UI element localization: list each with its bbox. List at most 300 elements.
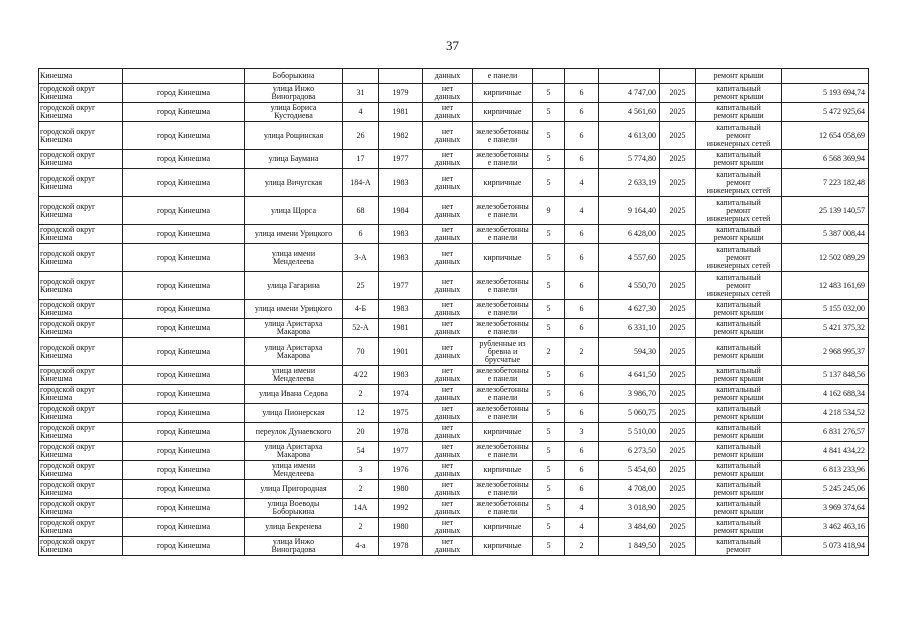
table-row <box>39 442 869 461</box>
cell-city: город Кинешма <box>123 103 245 122</box>
cell-city: город Кинешма <box>123 423 245 442</box>
cell-cost: 5 421 375,32 <box>782 319 869 338</box>
cell-city: город Кинешма <box>123 197 245 225</box>
cell-entrances: 6 <box>565 225 599 244</box>
cell-street: улица Инжо Виноградова <box>245 537 343 556</box>
cell-year: 1982 <box>379 122 423 150</box>
cell-work-type: капитальный ремонт крыши <box>696 319 782 338</box>
cell-floors: 5 <box>533 461 565 480</box>
cell-cost: 5 155 032,00 <box>782 300 869 319</box>
cell-area: 4 561,60 <box>599 103 660 122</box>
cell-entrances: 6 <box>565 122 599 150</box>
cell-plan-year: 2025 <box>660 225 696 244</box>
cell-serial: нет данных <box>423 272 473 300</box>
cell-cost: 25 139 140,57 <box>782 197 869 225</box>
cell-okrug: городской округ Кинешма <box>39 461 123 480</box>
cell-okrug: городской округ Кинешма <box>39 404 123 423</box>
table-row <box>39 225 869 244</box>
cell-street: улица Аристарха Макарова <box>245 338 343 366</box>
cell-house: 20 <box>343 423 379 442</box>
cell-floors: 5 <box>533 244 565 272</box>
cell-wall-material: кирпичные <box>473 169 533 197</box>
cell-cost: 4 841 434,22 <box>782 442 869 461</box>
table-row <box>39 69 869 84</box>
table-body <box>39 69 869 556</box>
cell-street: улица Пионерская <box>245 404 343 423</box>
cell-area: 6 331,10 <box>599 319 660 338</box>
cell-area: 9 164,40 <box>599 197 660 225</box>
table-row <box>39 480 869 499</box>
cell-plan-year: 2025 <box>660 338 696 366</box>
cell-work-type: капитальный ремонт крыши <box>696 385 782 404</box>
cell-year: 1980 <box>379 518 423 537</box>
cell-entrances <box>565 69 599 84</box>
cell-entrances: 6 <box>565 272 599 300</box>
cell-serial: нет данных <box>423 537 473 556</box>
cell-cost: 3 462 463,16 <box>782 518 869 537</box>
cell-wall-material: железобетонны е панели <box>473 499 533 518</box>
cell-street: улица Бекренева <box>245 518 343 537</box>
cell-serial: нет данных <box>423 150 473 169</box>
cell-house: 4 <box>343 103 379 122</box>
cell-year: 1992 <box>379 499 423 518</box>
cell-floors: 5 <box>533 150 565 169</box>
cell-area: 6 428,00 <box>599 225 660 244</box>
cell-area: 4 613,00 <box>599 122 660 150</box>
cell-entrances: 2 <box>565 338 599 366</box>
cell-year: 1978 <box>379 423 423 442</box>
cell-street: улица Бориса Кустодиева <box>245 103 343 122</box>
table-row <box>39 319 869 338</box>
cell-city: город Кинешма <box>123 319 245 338</box>
cell-serial: нет данных <box>423 319 473 338</box>
cell-work-type: капитальный ремонт инженерных сетей <box>696 197 782 225</box>
cell-okrug: городской округ Кинешма <box>39 319 123 338</box>
cell-wall-material: железобетонны е панели <box>473 319 533 338</box>
cell-plan-year: 2025 <box>660 385 696 404</box>
cell-entrances: 6 <box>565 103 599 122</box>
cell-city: город Кинешма <box>123 122 245 150</box>
cell-cost: 5 245 245,06 <box>782 480 869 499</box>
cell-city: город Кинешма <box>123 169 245 197</box>
cell-area: 5 774,80 <box>599 150 660 169</box>
cell-okrug: городской округ Кинешма <box>39 518 123 537</box>
cell-plan-year: 2025 <box>660 122 696 150</box>
cell-okrug: городской округ Кинешма <box>39 385 123 404</box>
cell-entrances: 6 <box>565 404 599 423</box>
table-row <box>39 338 869 366</box>
cell-street: улица имени Урицкого <box>245 300 343 319</box>
table-row <box>39 103 869 122</box>
cell-wall-material: кирпичные <box>473 244 533 272</box>
cell-house: 54 <box>343 442 379 461</box>
cell-year: 1983 <box>379 300 423 319</box>
cell-serial: нет данных <box>423 442 473 461</box>
table-row <box>39 122 869 150</box>
cell-serial: нет данных <box>423 84 473 103</box>
cell-work-type: капитальный ремонт крыши <box>696 518 782 537</box>
cell-city: город Кинешма <box>123 518 245 537</box>
cell-work-type: капитальный ремонт крыши <box>696 442 782 461</box>
cell-year: 1981 <box>379 319 423 338</box>
cell-area: 4 550,70 <box>599 272 660 300</box>
cell-year: 1981 <box>379 103 423 122</box>
cell-floors: 5 <box>533 518 565 537</box>
cell-street: улица Рощинская <box>245 122 343 150</box>
cell-area: 6 273,50 <box>599 442 660 461</box>
cell-city: город Кинешма <box>123 84 245 103</box>
cell-floors: 5 <box>533 404 565 423</box>
cell-street: улица Инжо Виноградова <box>245 84 343 103</box>
cell-serial: нет данных <box>423 423 473 442</box>
cell-okrug: городской округ Кинешма <box>39 122 123 150</box>
cell-entrances: 6 <box>565 244 599 272</box>
cell-floors: 5 <box>533 423 565 442</box>
table-row <box>39 366 869 385</box>
cell-house: 31 <box>343 84 379 103</box>
cell-cost: 12 502 089,29 <box>782 244 869 272</box>
cell-entrances: 6 <box>565 366 599 385</box>
table-row <box>39 197 869 225</box>
cell-entrances: 2 <box>565 537 599 556</box>
cell-floors: 5 <box>533 537 565 556</box>
cell-house <box>343 69 379 84</box>
table-row <box>39 423 869 442</box>
cell-street: Боборыкина <box>245 69 343 84</box>
cell-house: 68 <box>343 197 379 225</box>
cell-wall-material: железобетонны е панели <box>473 197 533 225</box>
cell-floors: 5 <box>533 499 565 518</box>
cell-serial: нет данных <box>423 461 473 480</box>
cell-year: 1983 <box>379 169 423 197</box>
table-row <box>39 518 869 537</box>
cell-okrug: городской округ Кинешма <box>39 442 123 461</box>
cell-floors: 2 <box>533 338 565 366</box>
cell-plan-year: 2025 <box>660 537 696 556</box>
cell-year: 1901 <box>379 338 423 366</box>
cell-work-type: капитальный ремонт крыши <box>696 225 782 244</box>
cell-wall-material: железобетонны е панели <box>473 404 533 423</box>
cell-city: город Кинешма <box>123 442 245 461</box>
cell-serial: нет данных <box>423 480 473 499</box>
cell-cost: 7 223 182,48 <box>782 169 869 197</box>
cell-work-type: капитальный ремонт крыши <box>696 84 782 103</box>
table-row <box>39 169 869 197</box>
cell-house: 2 <box>343 518 379 537</box>
cell-city: город Кинешма <box>123 366 245 385</box>
cell-work-type: капитальный ремонт крыши <box>696 338 782 366</box>
cell-year: 1983 <box>379 244 423 272</box>
cell-city: город Кинешма <box>123 338 245 366</box>
cell-city: город Кинешма <box>123 461 245 480</box>
cell-house: 4-а <box>343 537 379 556</box>
cell-city: город Кинешма <box>123 385 245 404</box>
cell-street: улица Аристарха Макарова <box>245 319 343 338</box>
cell-entrances: 6 <box>565 480 599 499</box>
cell-plan-year: 2025 <box>660 423 696 442</box>
cell-year: 1976 <box>379 461 423 480</box>
cell-year: 1978 <box>379 537 423 556</box>
cell-area: 4 747,00 <box>599 84 660 103</box>
cell-work-type: капитальный ремонт крыши <box>696 480 782 499</box>
cell-serial: нет данных <box>423 300 473 319</box>
cell-plan-year: 2025 <box>660 84 696 103</box>
cell-floors: 5 <box>533 319 565 338</box>
cell-work-type: капитальный ремонт инженерных сетей <box>696 244 782 272</box>
cell-area: 594,30 <box>599 338 660 366</box>
cell-cost: 5 193 694,74 <box>782 84 869 103</box>
table-row <box>39 404 869 423</box>
cell-street: переулок Дунаевского <box>245 423 343 442</box>
cell-floors <box>533 69 565 84</box>
cell-cost: 12 483 161,69 <box>782 272 869 300</box>
cell-plan-year: 2025 <box>660 197 696 225</box>
cell-okrug: городской округ Кинешма <box>39 84 123 103</box>
cell-okrug: городской округ Кинешма <box>39 103 123 122</box>
cell-year: 1983 <box>379 225 423 244</box>
cell-serial: нет данных <box>423 244 473 272</box>
cell-cost: 5 073 418,94 <box>782 537 869 556</box>
cell-house: 4-Б <box>343 300 379 319</box>
cell-city: город Кинешма <box>123 480 245 499</box>
cell-work-type: ремонт крыши <box>696 69 782 84</box>
cell-okrug: городской округ Кинешма <box>39 272 123 300</box>
cell-area: 4 627,30 <box>599 300 660 319</box>
cell-year: 1977 <box>379 272 423 300</box>
cell-okrug: городской округ Кинешма <box>39 169 123 197</box>
cell-area: 5 510,00 <box>599 423 660 442</box>
cell-okrug: городской округ Кинешма <box>39 197 123 225</box>
cell-entrances: 4 <box>565 518 599 537</box>
cell-city <box>123 69 245 84</box>
cell-wall-material: железобетонны е панели <box>473 300 533 319</box>
cell-wall-material: железобетонны е панели <box>473 366 533 385</box>
table-row <box>39 150 869 169</box>
cell-floors: 5 <box>533 169 565 197</box>
cell-serial: нет данных <box>423 499 473 518</box>
cell-serial: нет данных <box>423 122 473 150</box>
cell-wall-material: кирпичные <box>473 537 533 556</box>
cell-year: 1983 <box>379 366 423 385</box>
cell-entrances: 4 <box>565 197 599 225</box>
cell-serial: нет данных <box>423 197 473 225</box>
cell-okrug: городской округ Кинешма <box>39 338 123 366</box>
cell-plan-year: 2025 <box>660 442 696 461</box>
cell-house: 6 <box>343 225 379 244</box>
cell-work-type: капитальный ремонт инженерных сетей <box>696 272 782 300</box>
cell-entrances: 6 <box>565 461 599 480</box>
cell-entrances: 6 <box>565 319 599 338</box>
cell-plan-year: 2025 <box>660 404 696 423</box>
cell-area <box>599 69 660 84</box>
cell-plan-year: 2025 <box>660 461 696 480</box>
cell-area: 1 849,50 <box>599 537 660 556</box>
cell-year: 1975 <box>379 404 423 423</box>
cell-year <box>379 69 423 84</box>
cell-street: улица имени Урицкого <box>245 225 343 244</box>
cell-okrug: городской округ Кинешма <box>39 366 123 385</box>
cell-year: 1984 <box>379 197 423 225</box>
cell-cost <box>782 69 869 84</box>
cell-street: улица Воеводы Боборыкина <box>245 499 343 518</box>
cell-area: 5 454,60 <box>599 461 660 480</box>
cell-okrug: Кинешма <box>39 69 123 84</box>
cell-house: 184-А <box>343 169 379 197</box>
cell-plan-year: 2025 <box>660 319 696 338</box>
cell-plan-year: 2025 <box>660 169 696 197</box>
cell-work-type: капитальный ремонт крыши <box>696 366 782 385</box>
cell-entrances: 6 <box>565 150 599 169</box>
cell-wall-material: кирпичные <box>473 423 533 442</box>
cell-okrug: городской округ Кинешма <box>39 423 123 442</box>
cell-house: 2 <box>343 480 379 499</box>
cell-entrances: 6 <box>565 300 599 319</box>
cell-year: 1977 <box>379 150 423 169</box>
table-row <box>39 84 869 103</box>
cell-cost: 12 654 058,69 <box>782 122 869 150</box>
cell-wall-material: е панели <box>473 69 533 84</box>
cell-plan-year: 2025 <box>660 300 696 319</box>
cell-year: 1974 <box>379 385 423 404</box>
cell-house: 70 <box>343 338 379 366</box>
cell-work-type: капитальный ремонт крыши <box>696 423 782 442</box>
cell-floors: 9 <box>533 197 565 225</box>
cell-plan-year: 2025 <box>660 366 696 385</box>
cell-serial: нет данных <box>423 385 473 404</box>
cell-floors: 5 <box>533 442 565 461</box>
cell-cost: 6 813 233,96 <box>782 461 869 480</box>
cell-entrances: 6 <box>565 84 599 103</box>
cell-wall-material: железобетонны е панели <box>473 385 533 404</box>
cell-floors: 5 <box>533 480 565 499</box>
cell-wall-material: кирпичные <box>473 84 533 103</box>
cell-street: улица Вичугская <box>245 169 343 197</box>
cell-plan-year: 2025 <box>660 103 696 122</box>
table-row <box>39 385 869 404</box>
cell-floors: 5 <box>533 84 565 103</box>
cell-plan-year: 2025 <box>660 518 696 537</box>
cell-cost: 5 387 008,44 <box>782 225 869 244</box>
cell-serial: нет данных <box>423 169 473 197</box>
table-row <box>39 300 869 319</box>
cell-plan-year: 2025 <box>660 150 696 169</box>
cell-work-type: капитальный ремонт крыши <box>696 300 782 319</box>
cell-area: 3 986,70 <box>599 385 660 404</box>
cell-serial: нет данных <box>423 338 473 366</box>
repair-program-table <box>38 68 869 556</box>
page-number: 37 <box>446 38 459 53</box>
cell-cost: 5 137 848,56 <box>782 366 869 385</box>
cell-street: улица Пригородная <box>245 480 343 499</box>
cell-floors: 5 <box>533 366 565 385</box>
cell-street: улица имени Менделеева <box>245 461 343 480</box>
cell-house: 52-А <box>343 319 379 338</box>
cell-street: улица Аристарха Макарова <box>245 442 343 461</box>
cell-plan-year: 2025 <box>660 244 696 272</box>
cell-wall-material: железобетонны е панели <box>473 480 533 499</box>
cell-serial: нет данных <box>423 404 473 423</box>
cell-house: 3-А <box>343 244 379 272</box>
cell-house: 17 <box>343 150 379 169</box>
cell-wall-material: рубленные из бревна и брусчатые <box>473 338 533 366</box>
cell-street: улица имени Менделеева <box>245 244 343 272</box>
cell-work-type: капитальный ремонт крыши <box>696 150 782 169</box>
cell-wall-material: железобетонны е панели <box>473 122 533 150</box>
cell-okrug: городской округ Кинешма <box>39 225 123 244</box>
cell-area: 3 018,90 <box>599 499 660 518</box>
cell-street: улица Гагарина <box>245 272 343 300</box>
cell-city: город Кинешма <box>123 272 245 300</box>
cell-work-type: капитальный ремонт крыши <box>696 499 782 518</box>
cell-street: улица Ивана Седова <box>245 385 343 404</box>
cell-work-type: капитальный ремонт инженерных сетей <box>696 122 782 150</box>
table-row <box>39 537 869 556</box>
cell-entrances: 4 <box>565 169 599 197</box>
cell-serial: нет данных <box>423 366 473 385</box>
cell-plan-year: 2025 <box>660 499 696 518</box>
cell-house: 26 <box>343 122 379 150</box>
cell-city: город Кинешма <box>123 244 245 272</box>
cell-okrug: городской округ Кинешма <box>39 480 123 499</box>
cell-city: город Кинешма <box>123 404 245 423</box>
cell-city: город Кинешма <box>123 225 245 244</box>
table-row <box>39 244 869 272</box>
cell-area: 3 484,60 <box>599 518 660 537</box>
cell-wall-material: железобетонны е панели <box>473 272 533 300</box>
cell-okrug: городской округ Кинешма <box>39 300 123 319</box>
cell-city: город Кинешма <box>123 537 245 556</box>
cell-area: 4 557,60 <box>599 244 660 272</box>
cell-okrug: городской округ Кинешма <box>39 150 123 169</box>
cell-okrug: городской округ Кинешма <box>39 244 123 272</box>
cell-serial: нет данных <box>423 225 473 244</box>
cell-house: 12 <box>343 404 379 423</box>
cell-year: 1977 <box>379 442 423 461</box>
cell-plan-year <box>660 69 696 84</box>
cell-house: 3 <box>343 461 379 480</box>
cell-floors: 5 <box>533 272 565 300</box>
table-row <box>39 461 869 480</box>
cell-wall-material: железобетонны е панели <box>473 442 533 461</box>
cell-work-type: капитальный ремонт <box>696 537 782 556</box>
cell-area: 2 633,19 <box>599 169 660 197</box>
cell-cost: 4 218 534,52 <box>782 404 869 423</box>
cell-year: 1979 <box>379 84 423 103</box>
cell-wall-material: кирпичные <box>473 461 533 480</box>
cell-city: город Кинешма <box>123 150 245 169</box>
cell-house: 14А <box>343 499 379 518</box>
cell-area: 4 641,50 <box>599 366 660 385</box>
cell-cost: 2 968 995,37 <box>782 338 869 366</box>
cell-cost: 4 162 688,34 <box>782 385 869 404</box>
cell-cost: 5 472 925,64 <box>782 103 869 122</box>
cell-cost: 6 831 276,57 <box>782 423 869 442</box>
cell-work-type: капитальный ремонт крыши <box>696 461 782 480</box>
cell-street: улица Баумана <box>245 150 343 169</box>
cell-wall-material: кирпичные <box>473 518 533 537</box>
table-row <box>39 272 869 300</box>
cell-cost: 3 969 374,64 <box>782 499 869 518</box>
cell-serial: данных <box>423 69 473 84</box>
cell-house: 25 <box>343 272 379 300</box>
cell-house: 2 <box>343 385 379 404</box>
cell-street: улица Щорса <box>245 197 343 225</box>
cell-work-type: капитальный ремонт крыши <box>696 404 782 423</box>
cell-wall-material: кирпичные <box>473 103 533 122</box>
cell-floors: 5 <box>533 300 565 319</box>
cell-serial: нет данных <box>423 103 473 122</box>
cell-work-type: капитальный ремонт инженерных сетей <box>696 169 782 197</box>
